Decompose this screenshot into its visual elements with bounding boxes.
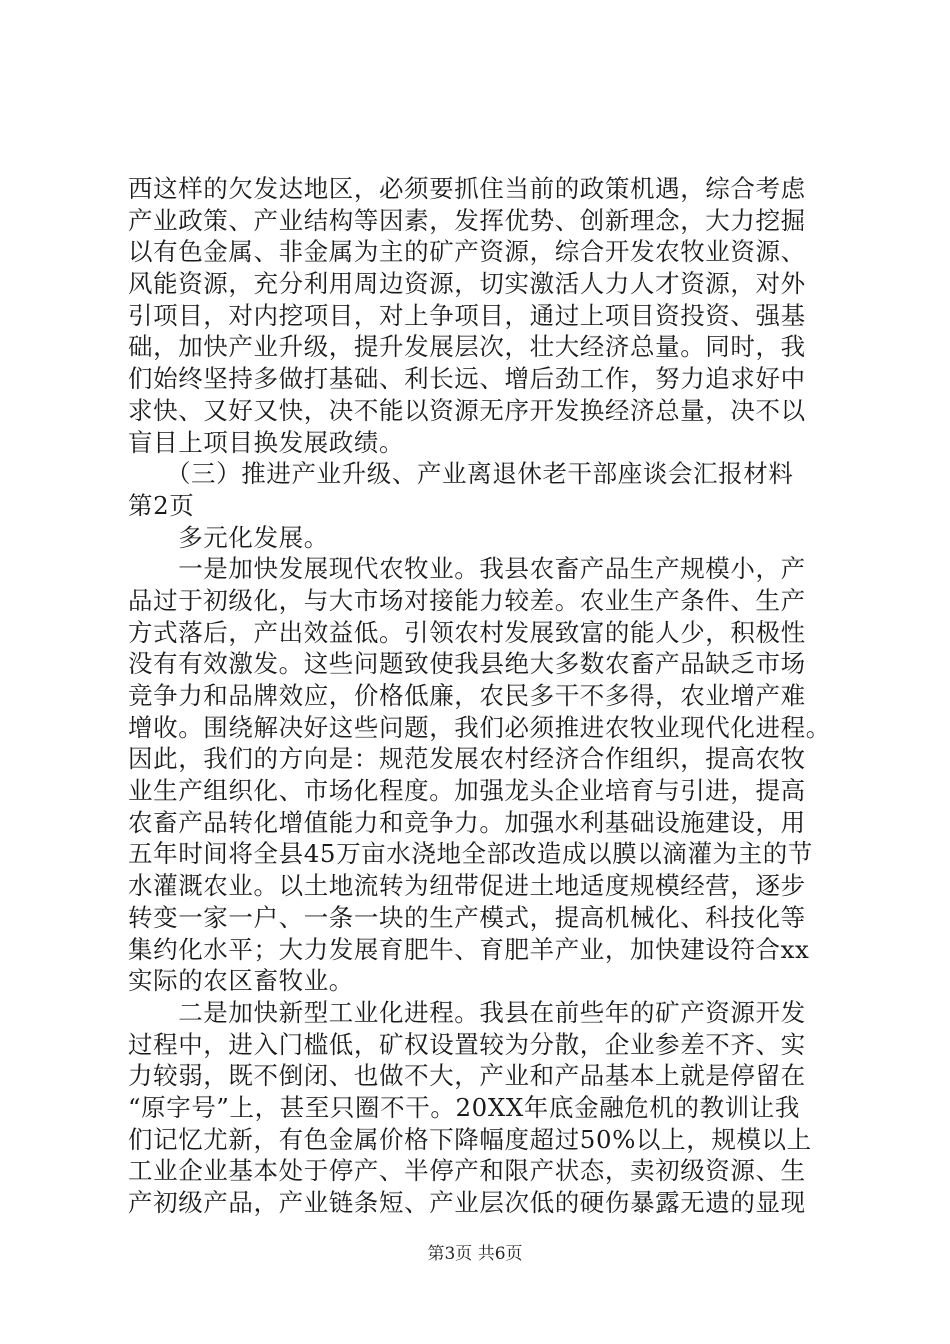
- text-line: 二是加快新型工业化进程。我县在前些年的矿产资源开发: [128, 997, 806, 1027]
- text-line: 多元化发展。: [128, 522, 329, 552]
- text-line: 产初级产品，产业链条短、产业层次低的硬伤暴露无遗的显现: [128, 1188, 806, 1217]
- text-line: 过程中，进入门槛低，矿权设置较为分散，企业参差不齐、实: [128, 1029, 806, 1059]
- text-line: 集约化水平；大力发展育肥牛、育肥羊产业，加快建设符合xx: [128, 934, 810, 964]
- text-line: 农畜产品转化增值能力和竞争力。加强水利基础设施建设，用: [128, 807, 806, 837]
- text-line: 力较弱，既不倒闭、也做不大，产业和产品基本上就是停留在: [128, 1061, 806, 1091]
- text-line: 水灌溉农业。以土地流转为纽带促进土地适度规模经营，逐步: [128, 871, 806, 901]
- text-line: 风能资源，充分利用周边资源，切实激活人力人才资源，对外: [128, 269, 806, 299]
- text-line: 方式落后，产出效益低。引领农村发展致富的能人少，积极性: [128, 617, 806, 647]
- text-line: 实际的农区畜牧业。: [128, 966, 354, 996]
- text-line: 们始终坚持多做打基础、利长远、增后劲工作，努力追求好中: [128, 364, 806, 394]
- text-line: 因此，我们的方向是：规范发展农村经济合作组织，提高农牧: [128, 744, 806, 774]
- text-line: 转变一家一户、一条一块的生产模式，提高机械化、科技化等: [128, 902, 806, 932]
- text-line: 们记忆尤新，有色金属价格下降幅度超过50%以上，规模以上: [128, 1124, 812, 1154]
- text-line: 产业政策、产业结构等因素，发挥优势、创新理念，大力挖掘: [128, 205, 806, 235]
- body-text: [128, 173, 848, 1219]
- text-line: （三）推进产业升级、产业离退休老干部座谈会汇报材料: [128, 459, 794, 489]
- text-line: 增收。围绕解决好这些问题，我们必须推进农牧业现代化进程。: [128, 712, 831, 742]
- text-line: 没有有效激发。这些问题致使我县绝大多数农畜产品缺乏市场: [128, 649, 806, 679]
- page-footer: 第3页 共6页: [427, 1244, 523, 1264]
- text-line: 业生产组织化、市场化程度。加强龙头企业培育与引进，提高: [128, 776, 806, 806]
- text-line: 西这样的欠发达地区，必须要抓住当前的政策机遇，综合考虑: [128, 174, 806, 203]
- text-line: 工业企业基本处于停产、半停产和限产状态，卖初级资源、生: [128, 1156, 806, 1186]
- text-line: 求快、又好又快，决不能以资源无序开发换经济总量，决不以: [128, 395, 806, 425]
- text-line: 引项目，对内挖项目，对上争项目，通过上项目资投资、强基: [128, 300, 806, 330]
- text-line: 第2页: [128, 490, 195, 520]
- text-line: 础，加快产业升级，提升发展层次，壮大经济总量。同时，我: [128, 332, 806, 362]
- text-line: 五年时间将全县45万亩水浇地全部改造成以膜以滴灌为主的节: [128, 839, 813, 869]
- text-line: 品过于初级化，与大市场对接能力较差。农业生产条件、生产: [128, 585, 806, 615]
- text-line: 竞争力和品牌效应，价格低廉，农民多干不多得，农业增产难: [128, 681, 806, 710]
- text-line: “原字号”上，甚至只圈不干。20XX年底金融危机的教训让我: [128, 1092, 801, 1122]
- text-line: 一是加快发展现代农牧业。我县农畜产品生产规模小，产: [128, 554, 806, 584]
- text-line: 以有色金属、非金属为主的矿产资源，综合开发农牧业资源、: [128, 237, 806, 267]
- text-line: 盲目上项目换发展政绩。: [128, 427, 405, 457]
